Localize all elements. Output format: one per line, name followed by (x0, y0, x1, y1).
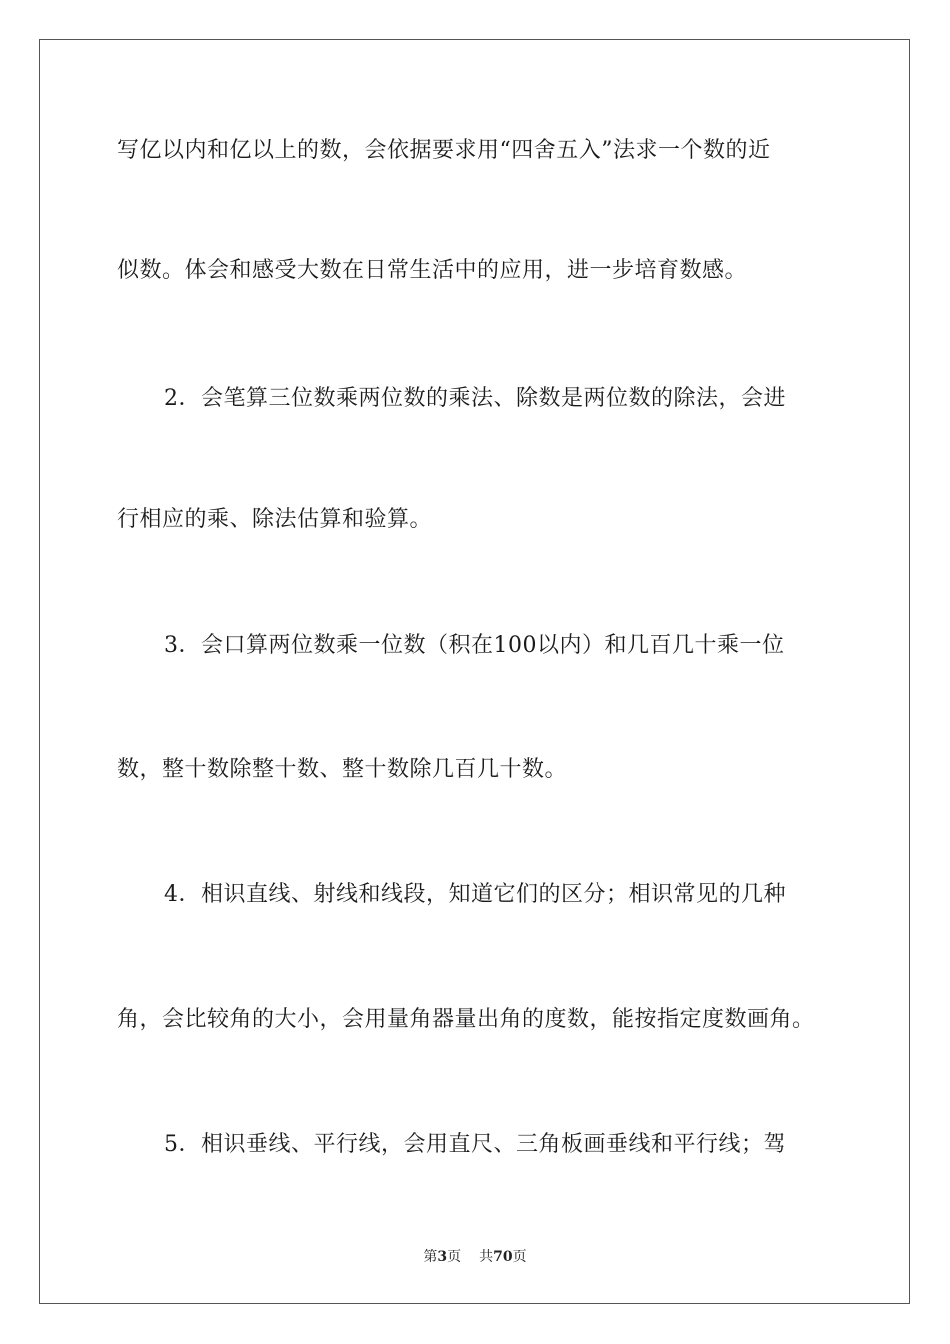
page-suffix: 页 (447, 1249, 462, 1265)
text-line: 4．相识直线、射线和线段，知道它们的区分；相识常见的几种 (164, 882, 786, 907)
page-prefix: 第 (423, 1249, 438, 1265)
text-line: 2．会笔算三位数乘两位数的乘法、除数是两位数的除法，会进 (164, 386, 786, 411)
text-line: 5．相识垂线、平行线，会用直尺、三角板画垂线和平行线；驾 (164, 1132, 786, 1157)
page-border (39, 39, 910, 1304)
total-suffix: 页 (512, 1249, 527, 1265)
page-number: 3 (437, 1249, 448, 1265)
text-line: 角，会比较角的大小，会用量角器量出角的度数，能按指定度数画角。 (117, 1007, 815, 1032)
page-footer (0, 1246, 950, 1266)
total-prefix: 共 (479, 1249, 494, 1265)
text-line: 行相应的乘、除法估算和验算。 (117, 507, 433, 532)
text-line: 写亿以内和亿以上的数，会依据要求用“四舍五入”法求一个数的近 (117, 138, 771, 163)
text-line: 数，整十数除整十数、整十数除几百几十数。 (117, 757, 568, 782)
text-line: 3．会口算两位数乘一位数（积在100以内）和几百几十乘一位 (164, 633, 785, 658)
total-pages: 70 (493, 1249, 513, 1265)
text-line: 似数。体会和感受大数在日常生活中的应用，进一步培育数感。 (117, 258, 748, 283)
